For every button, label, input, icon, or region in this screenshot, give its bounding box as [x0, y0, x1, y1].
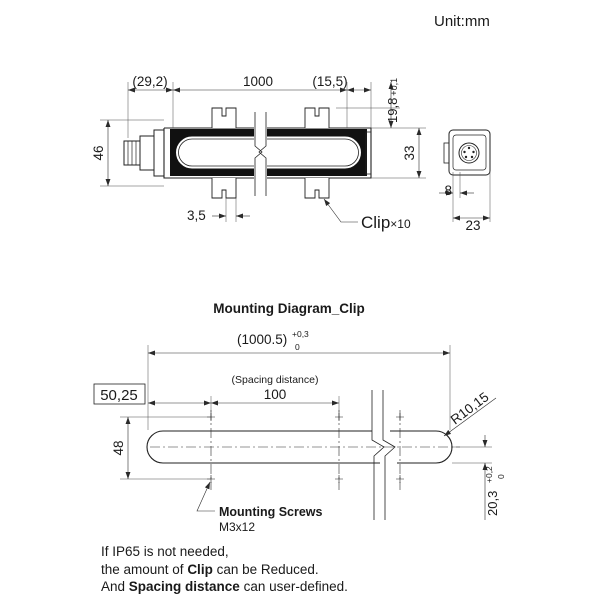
dim-half-height-tol-upper: +0,2	[484, 466, 494, 483]
screws-label: Mounting Screws	[219, 505, 323, 519]
note-text: the amount of	[101, 561, 188, 577]
side-view	[439, 130, 490, 233]
clip-count: ×10	[390, 217, 411, 231]
break-mark	[255, 112, 266, 196]
mounting-hole-marks	[207, 410, 404, 490]
dim-radius: R10,15	[447, 389, 492, 428]
connector-icon	[124, 130, 164, 176]
svg-text:Clip×10	[361, 213, 411, 232]
note-text: can be Reduced.	[212, 561, 319, 577]
note-text: If IP65 is not needed,	[101, 544, 229, 559]
svg-text:20,3	[485, 491, 500, 516]
dim-right-offset: (15,5)	[312, 74, 348, 89]
note-emphasis: Spacing distance	[128, 579, 240, 594]
connector-face-icon	[459, 143, 479, 163]
mounting-diagram	[94, 301, 506, 534]
dim-slot-height: 48	[111, 440, 126, 456]
dim-height: 46	[91, 145, 106, 161]
dim-clip-height: 19,8	[385, 97, 400, 123]
unit-label: Unit:mm	[434, 13, 490, 30]
dim-first-offset: 50,25	[100, 387, 138, 404]
dim-clip-width: 3,5	[187, 208, 206, 223]
dim-left-offset: (29,2)	[132, 74, 168, 89]
dim-half-height: 20,3	[485, 490, 500, 516]
note-line-2	[101, 561, 348, 579]
screws-spec: M3x12	[219, 520, 256, 534]
dim-width: 23	[465, 218, 481, 233]
note-line-1	[101, 543, 348, 561]
dim-spacing: 100	[263, 387, 287, 402]
note-text: And	[101, 579, 129, 594]
dim-depth: 8	[444, 183, 452, 198]
dim-inner-height: 33	[402, 145, 417, 161]
dim-total-tol-upper: +0,3	[292, 329, 309, 339]
spacing-label: (Spacing distance)	[231, 374, 319, 386]
note-emphasis: Clip	[187, 561, 213, 577]
dim-half-height-tol-lower: 0	[496, 474, 506, 479]
top-view	[91, 74, 426, 232]
clip-label: Clip	[361, 213, 391, 232]
dim-clip-height-tol: +0,1	[389, 77, 399, 96]
svg-text:19,8+0,1	[385, 78, 400, 123]
mounting-title: Mounting Diagram_Clip	[213, 301, 365, 316]
note-text: can user-defined.	[239, 579, 348, 594]
notes-block	[101, 543, 348, 596]
note-line-3	[101, 578, 348, 596]
dim-total-tol-lower: 0	[295, 342, 300, 352]
dim-length: 1000	[242, 74, 274, 89]
dim-total: (1000.5)	[237, 332, 288, 347]
